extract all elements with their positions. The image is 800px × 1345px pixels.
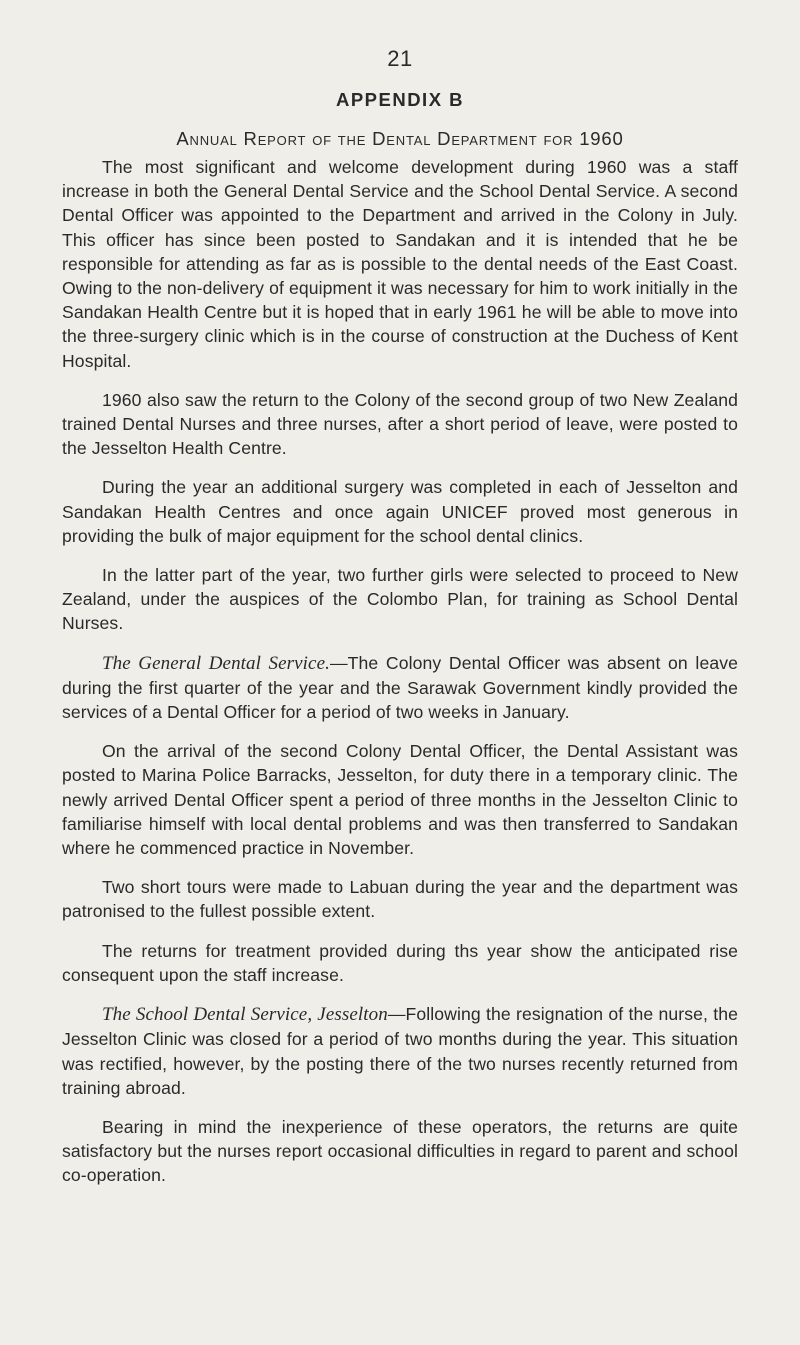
paragraph-general-dental-service	[62, 651, 738, 725]
body-text	[62, 155, 738, 1203]
paragraph-2	[62, 388, 738, 461]
paragraph-text: Bearing in mind the inexperience of these operators, the returns are quite satisfactory but the nurses report occasional difficulties in regard to parent and school co-operation.	[62, 1116, 738, 1186]
paragraph-text: In the latter part of the year, two further girls were selected to proceed to New Zealand, under the auspices of the Colombo Plan, for training as School Dental Nurses.	[62, 565, 738, 634]
report-title: Annual Report of the Dental Department for 1960	[176, 128, 624, 149]
paragraph-text: On the arrival of the second Colony Dental Officer, the Dental Assistant was posted to Marina Police Barracks, Jesselton, for duty there in a temporary clinic. The newly arrived Dental Officer spent a period of three months in the Jesselton Clinic to familiarise himself with local dental problems and was then transferred to Sandakan where he commenced practice in November.	[62, 741, 738, 859]
section-heading-general-dental-service: The General Dental Service.	[102, 652, 330, 674]
paragraph-7	[62, 875, 738, 923]
paragraph-6	[62, 739, 738, 860]
paragraph-text: —Following the resignation of the nurse, the Jesselton Clinic was closed for a period of two months during the year. This situation was rectified, however, by the posting there of the two nurses recently returned from training abroad.	[62, 1004, 739, 1098]
paragraph-text: During the year an additional surgery was completed in each of Jesselton and Sandakan Health Centres and once again UNICEF proved most generous in providing the bulk of major equipment for the school dental clinics.	[62, 477, 738, 546]
paragraph-text: The most significant and welcome development during 1960 was a staff increase in both the General Dental Service and the School Dental Service. A second Dental Officer was appointed to the Department and arrived in the Colony in July. This officer has since been posted to Sandakan and it is intended that he be responsible for attending as far as is possible to the dental needs of the East Coast. Owing to the non-delivery of equipment it was necessary for him to work initially in the Sandakan Health Centre but it is hoped that in early 1961 he will be able to move into the three-surgery clinic which is in the course of construction at the Duchess of Kent Hospital.	[62, 157, 738, 371]
paragraph-3	[62, 475, 738, 548]
paragraph-text: 1960 also saw the return to the Colony of the second group of two New Zealand trained Dental Nurses and three nurses, after a short period of leave, were posted to the Jesselton Health Centre.	[62, 389, 738, 459]
paragraph-4	[62, 563, 738, 636]
appendix-title: APPENDIX B	[335, 89, 465, 110]
page-number: 21	[387, 46, 413, 71]
paragraph-8	[62, 939, 738, 987]
paragraph-1	[62, 155, 738, 373]
paragraph-10	[62, 1115, 738, 1188]
paragraph-text: The returns for treatment provided during ths year show the anticipated rise consequent upon the staff increase.	[62, 940, 738, 985]
paragraph-text: Two short tours were made to Labuan during the year and the department was patronised to the fullest possible extent.	[62, 877, 738, 922]
paragraph-text: —The Colony Dental Officer was absent on leave during the first quarter of the year and the Sarawak Government kindly provided the services of a Dental Officer for a period of two weeks in January.	[62, 652, 738, 723]
paragraph-school-dental-service	[62, 1002, 738, 1100]
section-heading-school-dental-service: The School Dental Service, Jesselton	[102, 1004, 388, 1026]
